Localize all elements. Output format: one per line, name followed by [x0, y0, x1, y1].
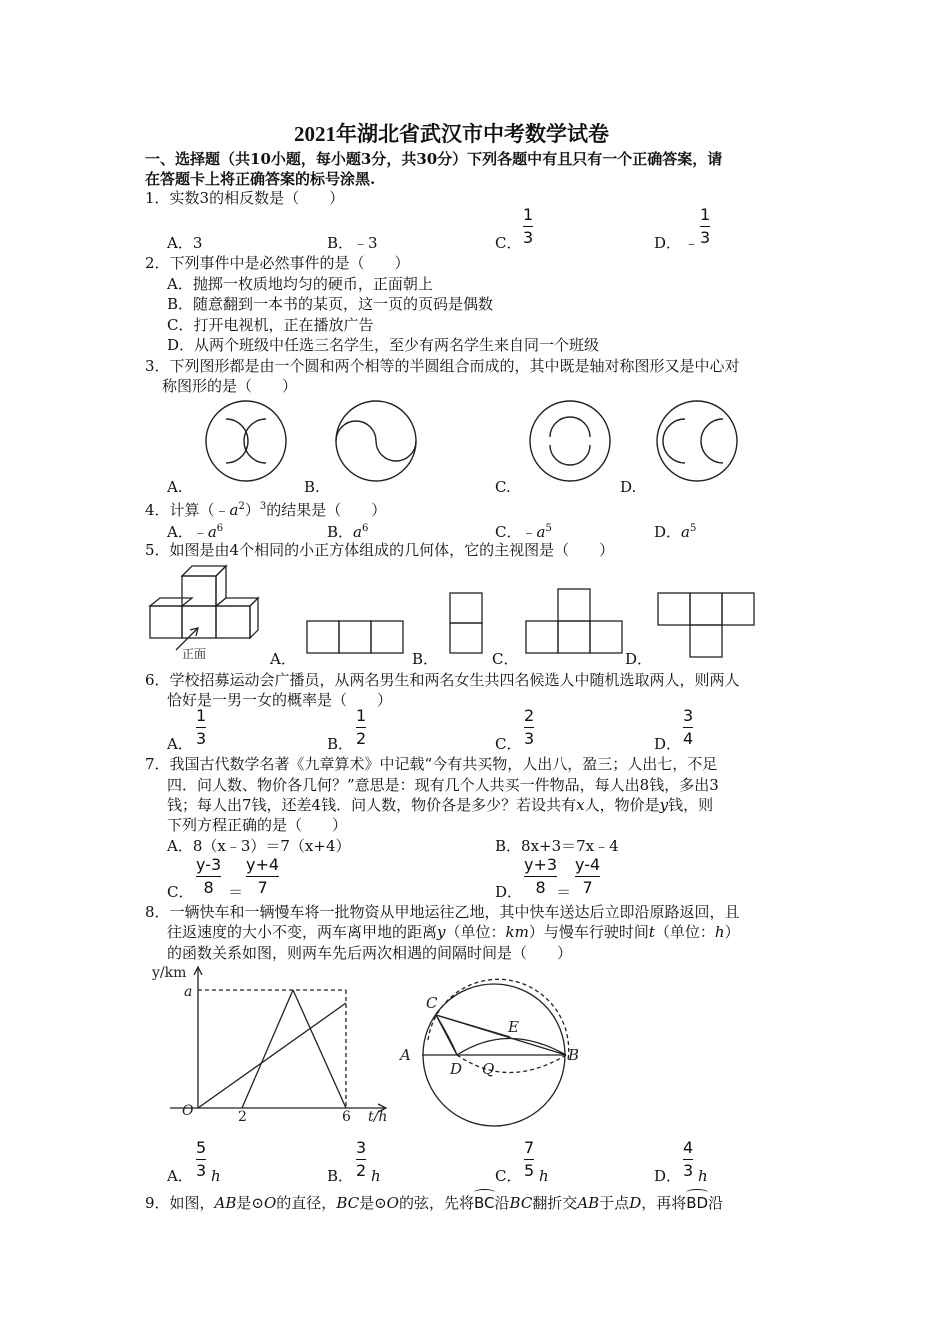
q8-point-b: B: [568, 1046, 580, 1064]
q8-option-a-unit: h: [211, 1167, 221, 1185]
q8-stem-line2: 往返速度的大小不变，两车离甲地的距离y（单位：km）与慢车行驶时间t（单位：h）: [167, 923, 740, 941]
q1-option-d-sign: ﹣: [684, 234, 700, 252]
q7-option-d-equals: ＝: [556, 883, 572, 901]
q4-option-d: D．$a^5$: [654, 523, 697, 541]
q8-distance-time-graph: [150, 963, 400, 1123]
page-title: 2021年湖北省武汉市中考数学试卷: [294, 122, 609, 146]
q1-option-a: A．3: [167, 234, 203, 252]
q7-option-d-fraction-right: y-4 7: [575, 855, 601, 897]
q8-option-b-fraction: 3 2: [356, 1138, 367, 1180]
q4-stem: 4．计算$(﹣a^2)^3$的结果是（ ）: [145, 501, 387, 519]
q6-option-c-fraction: 2 3: [524, 706, 535, 748]
q8-graph-origin-label: O: [182, 1103, 194, 1119]
q8-graph-a-label: a: [184, 984, 193, 1000]
q8-point-c: C: [426, 994, 438, 1012]
q3-figure-d: [655, 399, 739, 483]
q4-option-a: A．$﹣a^6$: [167, 523, 224, 541]
q5-option-a-figure: [306, 620, 406, 656]
q1-option-c-label: C．: [495, 234, 522, 252]
q6-option-d-fraction: 3 4: [683, 706, 694, 748]
q1-option-b: B．﹣3: [327, 234, 378, 252]
q1-stem: 1．实数3的相反数是（ ）: [145, 189, 345, 207]
q7-option-b: B．8x+3＝7x﹣4: [495, 837, 619, 855]
q6-option-b: B．: [327, 735, 354, 753]
q6-option-b-fraction: 1 2: [356, 706, 367, 748]
q4-option-c: C．$﹣a^5$: [495, 523, 552, 541]
q8-stem-line3: 的函数关系如图，则两车先后两次相遇的间隔时间是（ ）: [167, 944, 573, 962]
q5-option-c-figure: [525, 588, 625, 656]
q9-arc-bc: BC: [474, 1194, 495, 1212]
q7-option-d-fraction-left: y+3 8: [524, 855, 558, 897]
q7-stem-line1: 7．我国古代数学名著《九章算术》中记载“今有共买物，人出八，盈三；人出七，不足: [145, 755, 718, 773]
q3-figure-c: [528, 399, 612, 483]
q8-option-d-unit: h: [698, 1167, 708, 1185]
q7-option-c: C．: [167, 883, 194, 901]
q8-stem-line1: 8．一辆快车和一辆慢车将一批物资从甲地运往乙地，其中快车送达后立即沿原路返回，且: [145, 903, 740, 921]
q2-option-d: D．从两个班级中任选三名学生，至少有两名学生来自同一个班级: [167, 336, 600, 354]
q8-point-e: E: [508, 1018, 519, 1036]
q5-solid-figure: [146, 562, 266, 662]
q6-stem-line2: 恰好是一男一女的概率是（ ）: [167, 691, 393, 709]
q8-option-b-unit: h: [371, 1167, 381, 1185]
section-heading-line1: 一、选择题（共10小题，每小题3分，共30分）下列各题中有且只有一个正确答案，请: [145, 150, 723, 168]
q3-option-b: B.: [304, 478, 320, 496]
q3-option-c: C.: [495, 478, 511, 496]
q3-option-d: D.: [620, 478, 637, 496]
q6-stem-line1: 6．学校招募运动会广播员，从两名男生和两名女生共四名候选人中随机选取两人，则两人: [145, 671, 740, 689]
q2-stem: 2．下列事件中是必然事件的是（ ）: [145, 254, 410, 272]
q9-arc-bd: BD: [686, 1194, 709, 1212]
q8-option-d: D．: [654, 1167, 682, 1185]
q8-graph-tick-6: 6: [342, 1109, 351, 1125]
q8-graph-ylabel: y/km: [152, 965, 187, 981]
q6-option-a: A．: [167, 735, 193, 753]
q3-stem-line1: 3．下列图形都是由一个圆和两个相等的半圆组合而成的，其中既是轴对称图形又是中心对: [145, 357, 740, 375]
q8-graph-tick-2: 2: [238, 1109, 247, 1125]
q8-point-d: D: [450, 1060, 463, 1078]
q5-option-d-figure: [657, 592, 757, 660]
q8-option-c-unit: h: [539, 1167, 549, 1185]
q8-option-c-fraction: 7 5: [524, 1138, 535, 1180]
q1-option-d-fraction: 1 3: [700, 205, 711, 247]
q7-stem-line4: 下列方程正确的是（ ）: [167, 816, 348, 834]
q5-option-b-figure: [449, 592, 485, 656]
q8-graph-xlabel: t/h: [368, 1109, 388, 1125]
q5-option-a: A．: [270, 650, 296, 668]
q3-option-a: A.: [167, 478, 183, 496]
q8-option-c: C．: [495, 1167, 522, 1185]
q7-option-d: D．: [495, 883, 523, 901]
q5-option-c: C．: [492, 650, 519, 668]
q6-option-a-fraction: 1 3: [196, 706, 207, 748]
q2-option-a: A．抛掷一枚质地均匀的硬币，正面朝上: [167, 275, 433, 293]
q3-stem-line2: 称图形的是（ ）: [162, 377, 298, 395]
q5-option-b: B．: [412, 650, 439, 668]
q7-option-c-equals: ＝: [228, 883, 244, 901]
section-heading-line2: 在答题卡上将正确答案的标号涂黑.: [145, 170, 376, 188]
q1-option-d-label: D．: [654, 234, 682, 252]
q8-option-d-fraction: 4 3: [683, 1138, 694, 1180]
q2-option-c: C．打开电视机，正在播放广告: [167, 316, 374, 334]
q4-option-b: B．$a^6$: [327, 523, 369, 541]
q7-option-c-fraction-left: y-3 8: [196, 855, 222, 897]
q8-point-a: A: [400, 1046, 411, 1064]
q7-option-c-fraction-right: y+4 7: [246, 855, 280, 897]
q8-option-a: A．: [167, 1167, 193, 1185]
q8-point-q: Q: [482, 1060, 495, 1078]
q8-option-b: B．: [327, 1167, 354, 1185]
q3-figure-b: [334, 399, 418, 483]
q1-option-c-fraction: 1 3: [523, 205, 534, 247]
q6-option-c: C．: [495, 735, 522, 753]
q9-stem-line1: 9．如图，AB是⊙O的直径，BC是⊙O的弦，先将BC沿BC翻折交AB于点D，再将BD沿: [145, 1194, 724, 1212]
q7-stem-line2: 四．问人数、物价各几何？”意思是：现有几个人共买一件物品，每人出8钱，多出3: [167, 776, 719, 794]
q7-stem-line3: 钱；每人出7钱，还差4钱．问人数，物价各是多少？若设共有x人，物价是y钱，则: [167, 796, 714, 814]
q5-front-label: 正面: [182, 647, 207, 661]
q8-option-a-fraction: 5 3: [196, 1138, 207, 1180]
q5-stem: 5．如图是由4个相同的小正方体组成的几何体，它的主视图是（ ）: [145, 541, 615, 559]
q8-circle-figure: [396, 980, 596, 1130]
q7-option-a: A．8（x﹣3）＝7（x+4）: [167, 837, 351, 855]
q3-figure-a: [204, 399, 288, 483]
q5-option-d: D．: [625, 650, 653, 668]
q6-option-d: D．: [654, 735, 682, 753]
q2-option-b: B．随意翻到一本书的某页，这一页的页码是偶数: [167, 295, 494, 313]
